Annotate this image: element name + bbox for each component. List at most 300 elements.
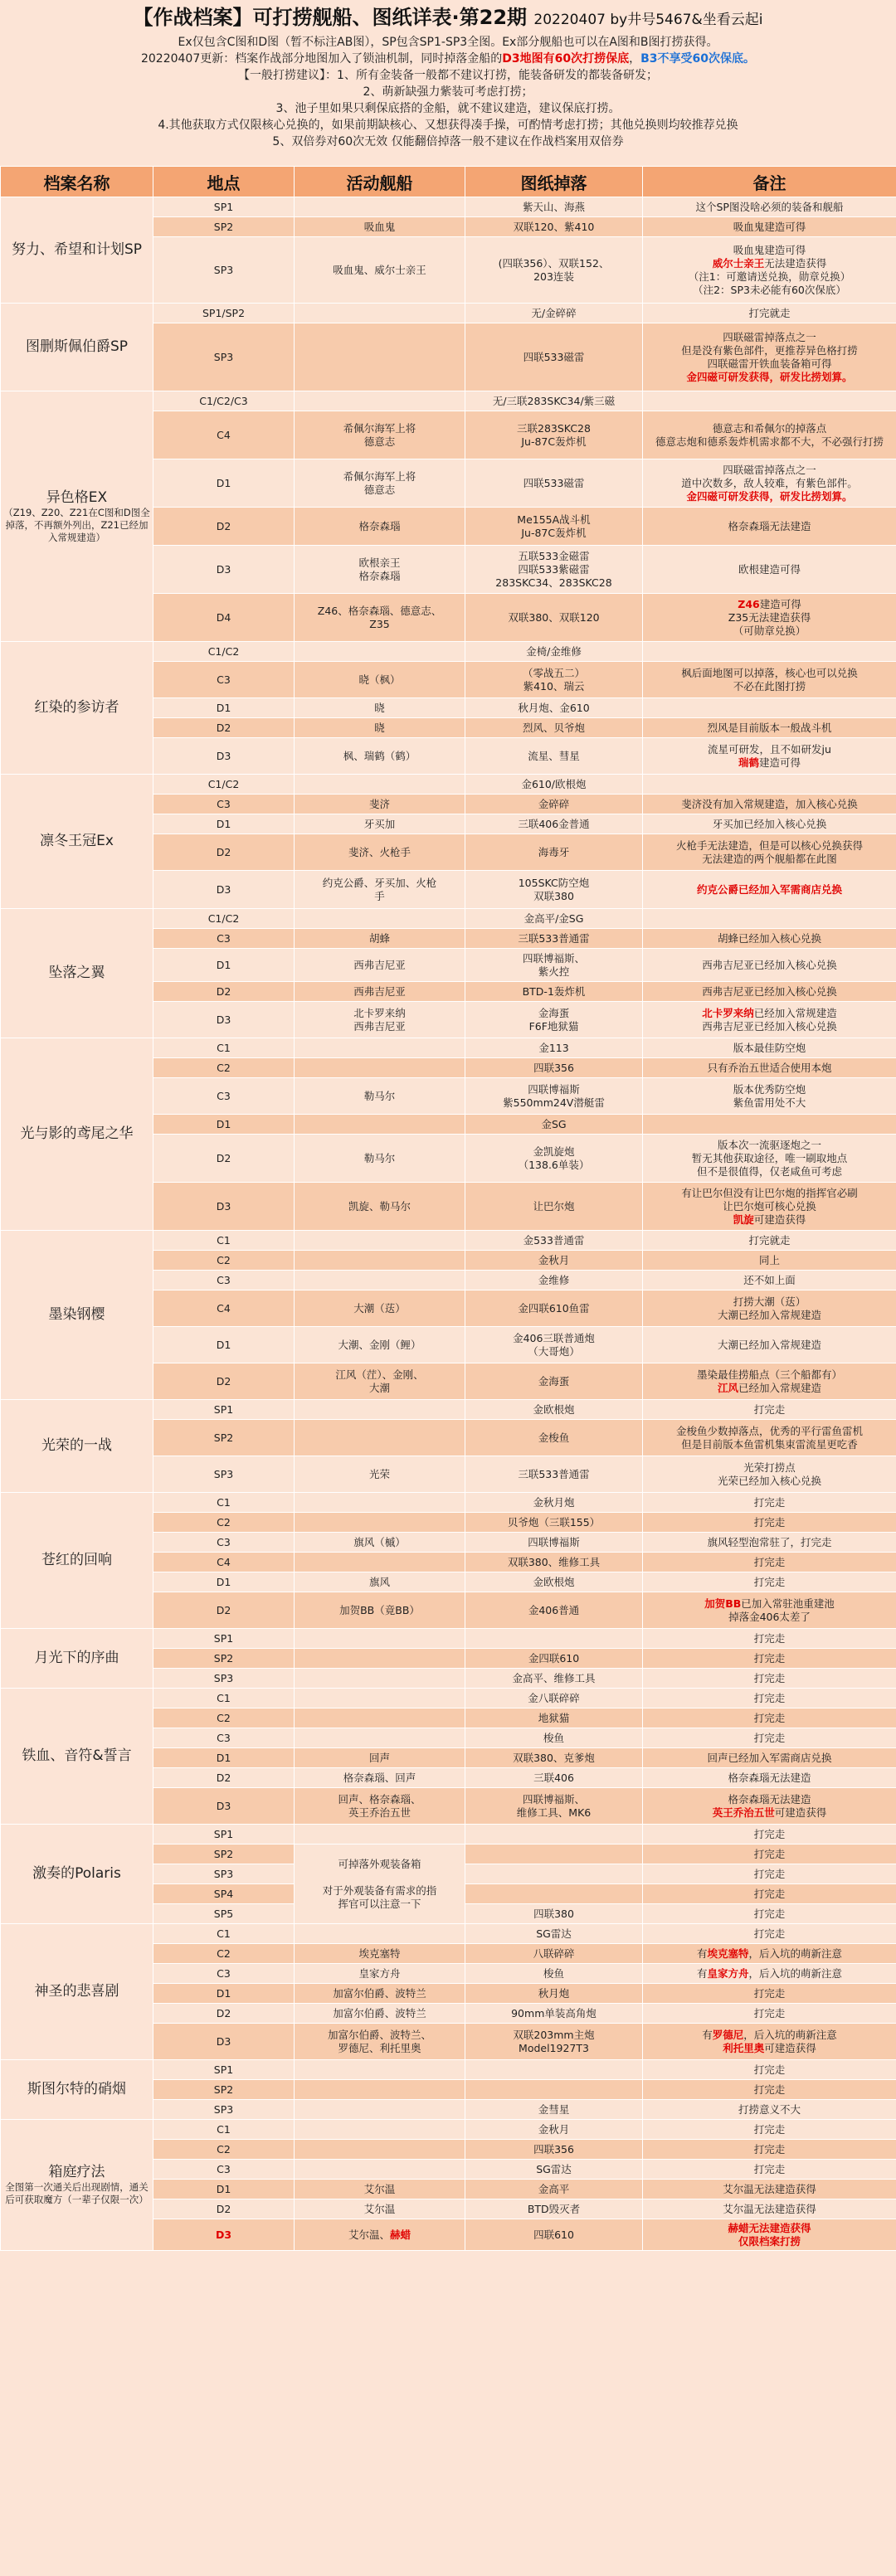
drop-cell: 金四联610鱼雷 [465, 1290, 643, 1327]
location-cell: C2 [153, 1058, 295, 1078]
ship-cell: 大潮（荙） [295, 1290, 465, 1327]
ship-cell [295, 2060, 465, 2080]
table-row [1, 1231, 896, 1251]
highlight-text: 赫蜡无法建造获得 仅限档案打捞 [728, 2221, 811, 2248]
archive-name-text: 图删斯佩伯爵SP [25, 338, 129, 355]
drop-cell [465, 1825, 643, 1845]
note-cell: 版本次一流驱逐炮之一 暂无其他获取途径，唯一刷取地点 但不是很值得，仅老咸鱼可考虑 [643, 1135, 896, 1183]
note-cell: 打捞意义不大 [643, 2100, 896, 2120]
location-cell: D2 [153, 718, 295, 738]
ship-cell: 格奈森瑙、回声 [295, 1768, 465, 1788]
title-date-author: 20220407 by井号5467&坐看云起i [533, 12, 763, 28]
drop-cell: 四联533磁雷 [465, 459, 643, 508]
ship-cell [295, 2080, 465, 2100]
ship-cell: 斐济、火枪手 [295, 834, 465, 871]
location-cell: D2 [153, 834, 295, 871]
location-cell: C1/C2/C3 [153, 391, 295, 411]
location-cell: D2 [153, 1135, 295, 1183]
title-main: 【作战档案】可打捞舰船、图纸详表·第22期 [133, 6, 528, 29]
drop-cell: 金维修 [465, 1271, 643, 1290]
drop-cell: 双联380、克爹炮 [465, 1748, 643, 1768]
header-line-6: 4.其他获取方式仅限核心兑换的，如果前期缺核心、又想获得凑手操，可酌情考虑打捞；其他兑换则均较推荐兑换 [158, 119, 738, 132]
highlight-text: 罗德尼 [712, 2028, 744, 2041]
header-line-1: Ex仅包含C图和D图（暂不标注AB图），SP包含SP1-SP3全图。Ex部分舰船也可以在A图和B图打捞获得。 [178, 36, 718, 49]
drop-cell: 双联380、双联120 [465, 594, 643, 642]
note-cell: 西弗吉尼亚已经加入核心兑换 [643, 982, 896, 1002]
note-cell: 有罗德尼，后入坑的萌新注意 利托里奥可建造获得 [643, 2024, 896, 2060]
table-row [1, 1400, 896, 1420]
note-cell: 打完走 [643, 1553, 896, 1572]
location-cell: C2 [153, 1513, 295, 1533]
location-cell: C3 [153, 1964, 295, 1984]
location-cell: C3 [153, 1271, 295, 1290]
drop-cell: 金秋月 [465, 1251, 643, 1271]
ship-cell: 晓 [295, 698, 465, 718]
archive-name [1, 642, 153, 775]
archive-name-text: 凛冬王冠Ex [40, 833, 114, 849]
location-cell: C1/C2 [153, 642, 295, 662]
ship-cell: 希佩尔海军上将 德意志 [295, 411, 465, 459]
ship-cell [295, 1271, 465, 1290]
drop-cell: 无/金碎碎 [465, 304, 643, 323]
location-cell: D3 [153, 2219, 295, 2251]
table-header-row [1, 167, 896, 197]
note-cell: 打完走 [643, 1825, 896, 1845]
column-header-note: 备注 [643, 167, 896, 197]
highlight-text: 皇家方舟 [707, 1966, 749, 1980]
ship-cell [295, 642, 465, 662]
ship-cell: 大潮、金刚（鲤） [295, 1327, 465, 1363]
drop-cell: 四联博福斯 紫550mm24V潜艇雷 [465, 1078, 643, 1115]
ship-cell: 皇家方舟 [295, 1964, 465, 1984]
archive-name [1, 775, 153, 909]
note-cell [643, 775, 896, 795]
drop-cell: 梭鱼 [465, 1728, 643, 1748]
ship-cell: 西弗吉尼亚 [295, 949, 465, 982]
location-cell: SP2 [153, 217, 295, 237]
highlight-text: 凯旋 [733, 1213, 754, 1226]
drop-cell: 金610/欧根炮 [465, 775, 643, 795]
note-cell: 打捞大潮（荙） 大潮已经加入常规建造 [643, 1290, 896, 1327]
ship-cell: 欧根亲王 格奈森瑙 [295, 546, 465, 594]
location-cell: SP3 [153, 1669, 295, 1689]
note-cell: 金梭鱼少数掉落点，优秀的平行雷鱼雷机 但是目前版本鱼雷机集束雷流星更吃香 [643, 1420, 896, 1456]
note-cell: 四联磁雷掉落点之一 道中次数多，敌人较难，有紫色部件。 金四磁可研发获得，研发比捞划算。 [643, 459, 896, 508]
note-cell: 有埃克塞特，后入坑的萌新注意 [643, 1944, 896, 1964]
note-cell: 打完走 [643, 1689, 896, 1708]
drop-cell: 让巴尔炮 [465, 1183, 643, 1231]
location-cell: C3 [153, 1078, 295, 1115]
ship-cell: 吸血鬼、威尔士亲王 [295, 237, 465, 304]
ship-cell [295, 1251, 465, 1271]
table-row [1, 2060, 896, 2080]
ship-cell: 埃克塞特 [295, 1944, 465, 1964]
ship-cell [295, 1420, 465, 1456]
update-note-red: D3地图有60次打捞保底 [502, 52, 630, 66]
ship-cell [295, 1513, 465, 1533]
drop-cell [465, 1864, 643, 1884]
location-cell: D1 [153, 1572, 295, 1592]
drop-cell: 海毒牙 [465, 834, 643, 871]
highlight-text: Z46 [738, 597, 760, 610]
ship-cell: 枫、瑞鹤（鹤） [295, 738, 465, 775]
archive-name-text: 斯图尔特的硝烟 [27, 2081, 126, 2097]
location-cell: SP3 [153, 237, 295, 304]
location-cell: C3 [153, 1533, 295, 1553]
note-cell: 四联磁雷掉落点之一 但是没有紫色部件，更推荐异色格打捞 四联磁雷开铁血装备箱可得 金四磁可研发获得，研发比捞划算。 [643, 323, 896, 391]
ship-cell [295, 197, 465, 217]
drop-cell: 金406普通 [465, 1592, 643, 1629]
drop-cell [465, 2080, 643, 2100]
drop-cell: 无/三联283SKC34/紫三磁 [465, 391, 643, 411]
archive-name-text: 墨染钢樱 [48, 1306, 105, 1323]
ship-cell: 加富尔伯爵、波特兰、 罗德尼、利托里奥 [295, 2024, 465, 2060]
note-cell: 打完走 [643, 1904, 896, 1924]
highlight-text: 威尔士亲王 [712, 256, 765, 270]
location-cell: SP3 [153, 1456, 295, 1493]
note-cell: 打完走 [643, 1400, 896, 1420]
location-cell: C2 [153, 1708, 295, 1728]
archive-name-text: 坠落之翼 [48, 965, 105, 981]
location-cell: D2 [153, 1592, 295, 1629]
ship-cell: 江风（茳）、金刚、 大潮 [295, 1363, 465, 1400]
ship-cell: 晓（枫） [295, 662, 465, 698]
location-cell: D1 [153, 949, 295, 982]
location-cell: D2 [153, 2199, 295, 2219]
location-cell: D4 [153, 594, 295, 642]
note-cell: 打完就走 [643, 304, 896, 323]
drop-cell: （零战五二） 紫410、瑞云 [465, 662, 643, 698]
location-cell: C1 [153, 1924, 295, 1944]
note-cell: 打完走 [643, 1669, 896, 1689]
drop-cell: 四联博福斯 [465, 1533, 643, 1553]
drop-cell: 三联406 [465, 1768, 643, 1788]
drop-cell: 四联博福斯、 紫火控 [465, 949, 643, 982]
drop-cell: 金碎碎 [465, 795, 643, 814]
archive-name [1, 1629, 153, 1689]
header-line-2 [5, 51, 891, 67]
drop-cell: 105SKC防空炮 双联380 [465, 871, 643, 909]
location-cell: C2 [153, 2140, 295, 2160]
note-cell: 艾尔温无法建造获得 [643, 2199, 896, 2219]
note-cell: 烈风是目前版本一般战斗机 [643, 718, 896, 738]
note-cell: 只有乔治五世适合使用本炮 [643, 1058, 896, 1078]
highlight-text: 金四磁可研发获得，研发比捞划算。 [686, 489, 853, 503]
ship-cell: 胡蜂 [295, 929, 465, 949]
ship-cell [295, 1708, 465, 1728]
drop-cell: 90mm单装高角炮 [465, 2004, 643, 2024]
archive-name-text: 异色格EX [46, 488, 108, 506]
note-cell: 胡蜂已经加入核心兑换 [643, 929, 896, 949]
archive-name [1, 197, 153, 304]
ship-cell: 格奈森瑙 [295, 508, 465, 546]
drop-cell: 金533普通雷 [465, 1231, 643, 1251]
location-cell: D1 [153, 1748, 295, 1768]
note-cell: 打完走 [643, 1845, 896, 1864]
location-cell: D3 [153, 1183, 295, 1231]
drop-cell: 金高平 [465, 2180, 643, 2199]
ship-cell [295, 1553, 465, 1572]
drop-cell: SG雷达 [465, 1924, 643, 1944]
location-cell: D2 [153, 1363, 295, 1400]
note-cell: 吸血鬼建造可得 威尔士亲王无法建造获得 （注1：可邀请送兑换，勋章兑换） （注2：SP3未必能有60次保底） [643, 237, 896, 304]
archive-name [1, 1038, 153, 1231]
ship-cell: 约克公爵、牙买加、火枪 手 [295, 871, 465, 909]
drop-cell [465, 1884, 643, 1904]
location-cell: C3 [153, 1728, 295, 1748]
ship-cell [295, 2160, 465, 2180]
note-cell: 墨染最佳捞船点（三个船都有） 江风已经加入常规建造 [643, 1363, 896, 1400]
drop-cell: 烈风、贝爷炮 [465, 718, 643, 738]
highlight-text: 约克公爵已经加入军需商店兑换 [696, 882, 842, 896]
location-cell: C3 [153, 795, 295, 814]
table-row [1, 197, 896, 217]
ship-cell [295, 1038, 465, 1058]
drop-cell: 金四联610 [465, 1649, 643, 1669]
location-cell: D3 [153, 546, 295, 594]
archive-name-text: 光与影的鸢尾之华 [20, 1125, 134, 1142]
archive-name [1, 2060, 153, 2120]
ship-cell [295, 1728, 465, 1748]
highlight-text: 江风 [717, 1381, 738, 1394]
location-cell: C4 [153, 1290, 295, 1327]
archive-name [1, 304, 153, 391]
table-row [1, 1629, 896, 1649]
archive-name-text: 红染的参访者 [34, 699, 119, 716]
note-cell: 有让巴尔但没有让巴尔炮的指挥官必刷 让巴尔炮可核心兑换 凯旋可建造获得 [643, 1183, 896, 1231]
drop-cell: 双联120、紫410 [465, 217, 643, 237]
drop-cell: 贝爷炮（三联155） [465, 1513, 643, 1533]
update-note-blue: B3不享受60次保底。 [640, 52, 756, 66]
table-row [1, 1825, 896, 1845]
location-cell: D1 [153, 459, 295, 508]
note-cell: 打完走 [643, 1572, 896, 1592]
archive-name-subnote: （Z19、Z20、Z21在C图和D图全掉落，不再额外列出，Z21已经加入常规建造） [3, 506, 150, 543]
drop-cell: BTD-1轰炸机 [465, 982, 643, 1002]
ship-cell [295, 1825, 465, 1845]
location-cell: SP2 [153, 1649, 295, 1669]
drop-cell: 秋月炮、金610 [465, 698, 643, 718]
drop-cell: 金彗星 [465, 2100, 643, 2120]
drop-cell: 金梭鱼 [465, 1420, 643, 1456]
location-cell: SP2 [153, 1420, 295, 1456]
ship-cell [295, 1924, 465, 1944]
archive-name [1, 391, 153, 642]
ship-cell: 勒马尔 [295, 1135, 465, 1183]
location-cell: SP1 [153, 197, 295, 217]
ship-cell: 西弗吉尼亚 [295, 982, 465, 1002]
highlight-text: 北卡罗来纳 [702, 1006, 754, 1019]
ship-cell [295, 391, 465, 411]
drop-cell: 金海蛋 F6F地狱猫 [465, 1002, 643, 1038]
archive-name-text: 光荣的一战 [41, 1437, 112, 1454]
drop-cell [465, 1845, 643, 1864]
drop-cell: 金欧根炮 [465, 1400, 643, 1420]
note-cell: 还不如上面 [643, 1271, 896, 1290]
note-cell: 旗风轻型泡常驻了，打完走 [643, 1533, 896, 1553]
archive-name [1, 1400, 153, 1493]
note-cell: 打完走 [643, 1649, 896, 1669]
table-row [1, 909, 896, 929]
note-cell: 欧根建造可得 [643, 546, 896, 594]
column-header-drop: 图纸掉落 [465, 167, 643, 197]
note-cell: 打完走 [643, 1493, 896, 1513]
location-cell: SP3 [153, 1864, 295, 1884]
drop-cell: 金秋月 [465, 2120, 643, 2140]
note-cell: Z46建造可得 Z35无法建造获得 （可勋章兑换） [643, 594, 896, 642]
location-cell: D2 [153, 1768, 295, 1788]
drop-cell: 四联533磁雷 [465, 323, 643, 391]
drop-cell: 四联356 [465, 2140, 643, 2160]
note-cell: 枫后面地图可以掉落，核心也可以兑换 不必在此图打捞 [643, 662, 896, 698]
column-header-name: 档案名称 [1, 167, 153, 197]
ship-cell: 加富尔伯爵、波特兰 [295, 1984, 465, 2004]
note-cell: 打完走 [643, 1924, 896, 1944]
location-cell: D3 [153, 2024, 295, 2060]
ship-cell: 希佩尔海军上将 德意志 [295, 459, 465, 508]
note-cell: 打完走 [643, 2140, 896, 2160]
ship-cell [295, 1689, 465, 1708]
ship-cell [295, 1493, 465, 1513]
table-row [1, 1038, 896, 1058]
note-cell [643, 391, 896, 411]
note-cell: 打完走 [643, 2004, 896, 2024]
drop-cell: 四联356 [465, 1058, 643, 1078]
ship-cell [295, 1669, 465, 1689]
highlight-text: 瑞鹤 [738, 756, 759, 769]
note-cell: 斐济没有加入常规建造，加入核心兑换 [643, 795, 896, 814]
archive-name-text: 月光下的序曲 [34, 1650, 119, 1666]
drop-cell: 三联533普通雷 [465, 1456, 643, 1493]
drop-cell: 金欧根炮 [465, 1572, 643, 1592]
note-cell: 北卡罗来纳已经加入常规建造 西弗吉尼亚已经加入核心兑换 [643, 1002, 896, 1038]
ship-cell: 加贺BB（竟BB） [295, 1592, 465, 1629]
header-line-4: 2、萌新缺强力紫装可考虑打捞； [363, 85, 533, 99]
location-cell: D1 [153, 814, 295, 834]
ship-cell [295, 2140, 465, 2160]
drop-cell: 金113 [465, 1038, 643, 1058]
note-cell: 加贺BB已加入常驻池重建池 掉落金406太差了 [643, 1592, 896, 1629]
drop-cell: 金SG [465, 1115, 643, 1135]
drop-cell: 梭鱼 [465, 1964, 643, 1984]
ship-cell: 勒马尔 [295, 1078, 465, 1115]
drop-cell: 三联406金普通 [465, 814, 643, 834]
ship-cell [295, 1629, 465, 1649]
location-cell: C4 [153, 1553, 295, 1572]
note-cell: 打完就走 [643, 1231, 896, 1251]
location-cell: SP1 [153, 1825, 295, 1845]
location-cell: D1 [153, 1115, 295, 1135]
ship-cell [295, 2100, 465, 2120]
ship-cell: 吸血鬼 [295, 217, 465, 237]
ship-cell: 回声 [295, 1748, 465, 1768]
archive-name [1, 1924, 153, 2060]
ship-cell [295, 909, 465, 929]
ship-cell: 艾尔温、赫蜡 [295, 2219, 465, 2251]
note-cell [643, 642, 896, 662]
drop-cell: 紫天山、海燕 [465, 197, 643, 217]
table-row [1, 1689, 896, 1708]
ship-cell [295, 1649, 465, 1669]
drop-cell: Me155A战斗机 Ju-87C轰炸机 [465, 508, 643, 546]
ship-cell: Z46、格奈森瑙、德意志、 Z35 [295, 594, 465, 642]
header-line-5: 3、池子里如果只剩保底搭的金船，就不建议建造，建议保底打捞。 [275, 102, 621, 115]
location-cell: C1 [153, 1038, 295, 1058]
archive-name [1, 2120, 153, 2251]
drop-cell: 地狱猫 [465, 1708, 643, 1728]
ship-cell [295, 775, 465, 795]
ship-cell: 斐济 [295, 795, 465, 814]
drop-cell: 金高平、维修工具 [465, 1669, 643, 1689]
location-cell: C1/C2 [153, 775, 295, 795]
ship-cell [295, 304, 465, 323]
location-cell: D2 [153, 2004, 295, 2024]
note-cell: 大潮已经加入常规建造 [643, 1327, 896, 1363]
note-cell: 版本优秀防空炮 紫鱼雷用处不大 [643, 1078, 896, 1115]
drop-cell [465, 1629, 643, 1649]
location-cell: C1 [153, 1231, 295, 1251]
drop-cell: 八联碎碎 [465, 1944, 643, 1964]
ship-cell [295, 1058, 465, 1078]
ship-cell: 旗风（槭） [295, 1533, 465, 1553]
note-cell [643, 1115, 896, 1135]
archive-table [0, 166, 896, 2251]
location-cell: C2 [153, 1251, 295, 1271]
ship-cell [295, 2120, 465, 2140]
note-cell: 格奈森瑙无法建造 [643, 1768, 896, 1788]
location-cell: D1 [153, 1984, 295, 2004]
highlight-text: 英王乔治五世 [712, 1806, 775, 1819]
note-cell: 打完走 [643, 1708, 896, 1728]
drop-cell: (四联356）、双联152、 203连装 [465, 237, 643, 304]
ship-cell [295, 323, 465, 391]
note-cell: 打完走 [643, 1629, 896, 1649]
table-body [1, 197, 896, 2251]
location-cell: SP1 [153, 1629, 295, 1649]
note-cell: 西弗吉尼亚已经加入核心兑换 [643, 949, 896, 982]
header-line-7: 5、双倍券对60次无效 仅能翻倍掉落一般不建议在作战档案用双倍券 [272, 135, 624, 148]
archive-name-text: 努力、希望和计划SP [11, 241, 143, 258]
ship-cell: 加富尔伯爵、波特兰 [295, 2004, 465, 2024]
location-cell: C3 [153, 2160, 295, 2180]
archive-name-subnote: 全图第一次通关后出现剧情，通关后可获取魔方（一辈子仅限一次） [5, 2181, 149, 2205]
highlight-text: 金四磁可研发获得，研发比捞划算。 [686, 370, 853, 383]
note-cell: 德意志和希佩尔的掉落点 德意志炮和德系轰炸机需求都不大，不必强行打捞 [643, 411, 896, 459]
drop-cell: 双联203mm主炮 Model1927T3 [465, 2024, 643, 2060]
archive-name [1, 1493, 153, 1629]
drop-cell [465, 2060, 643, 2080]
highlight-text: 加贺BB [704, 1597, 742, 1610]
column-header-ship: 活动舰船 [295, 167, 465, 197]
archive-name [1, 909, 153, 1038]
note-cell: 格奈森瑙无法建造 [643, 508, 896, 546]
location-cell: SP5 [153, 1904, 295, 1924]
ship-cell: 可掉落外观装备箱 对于外观装备有需求的指 挥官可以注意一下 [295, 1845, 465, 1924]
highlight-text: 埃克塞特 [707, 1947, 749, 1960]
table-row [1, 2120, 896, 2140]
drop-cell: 金海蛋 [465, 1363, 643, 1400]
ship-cell: 牙买加 [295, 814, 465, 834]
header [0, 0, 896, 166]
drop-cell: 秋月炮 [465, 1984, 643, 2004]
ship-cell: 北卡罗来纳 西弗吉尼亚 [295, 1002, 465, 1038]
location-cell: SP2 [153, 1845, 295, 1864]
location-cell: SP4 [153, 1884, 295, 1904]
note-cell: 打完走 [643, 1513, 896, 1533]
note-cell: 打完走 [643, 1884, 896, 1904]
note-cell [643, 698, 896, 718]
location-cell: C1/C2 [153, 909, 295, 929]
